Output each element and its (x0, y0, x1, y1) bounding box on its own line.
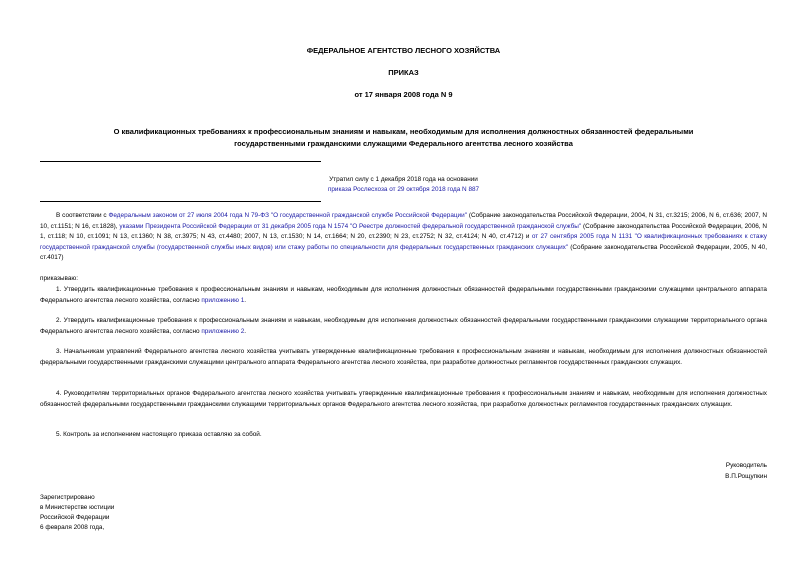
registration-line-2: в Министерстве юстиции (40, 504, 115, 511)
item-1-text: 1. Утвердить квалификационные требования к профессиональным знаниям и навыкам, необходимым для исполнения должностных обязанностей федеральными государственными гражданскими служащими центрального аппарата Федерального агентства лесного хозяйства, согласно (40, 286, 767, 304)
agency-name: ФЕДЕРАЛЬНОЕ АГЕНТСТВО ЛЕСНОГО ХОЗЯЙСТВА (306, 46, 501, 55)
item-1 (40, 285, 767, 306)
appendix-1-link[interactable]: приложению 1 (201, 296, 245, 304)
preamble-paragraph (40, 211, 767, 264)
item-1-end: . (244, 296, 247, 304)
preamble-text-2: (Собрание законодательства Российской Федерации, 2004, N 31, ст.3215; 2006, N 6, ст.636; 2007, N 10, ст.1151; N 16, ст.1828), (40, 212, 767, 230)
decree-1131-link[interactable]: от 27 сентября 2005 года N 1131 "О квалификационных требованиях к стажу государственной гражданской службы (государственной службы иных видов) или стажу работы по специальности для федеральных государственных гражданских служащих" (40, 233, 768, 251)
divider-top (40, 161, 321, 162)
item-5: 5. Контроль за исполнением настоящего приказа оставляю за собой. (56, 431, 262, 438)
item-2 (40, 316, 767, 337)
signature-role: Руководитель (725, 462, 767, 469)
registration-line-4: 6 февраля 2008 года, (40, 524, 105, 531)
document-title-line-2: государственными гражданскими служащими Федерального агентства лесного хозяйства (234, 139, 573, 148)
item-2-text: 2. Утвердить квалификационные требования к профессиональным знаниям и навыкам, необходимым для исполнения должностных обязанностей федеральными государственными гражданскими служащими территориального органа Федерального агентства лесного хозяйства, согласно (40, 317, 767, 335)
document-title-line-1: О квалификационных требованиях к профессиональным знаниям и навыкам, необходимым для исполнения должностных обязанностей федеральными (113, 127, 694, 136)
repeal-order-link[interactable]: приказа Рослесхоза от 29 октября 2018 года N 887 (327, 186, 480, 193)
registration-line-3: Российской Федерации (40, 514, 110, 521)
item-4: 4. Руководителям территориальных органов Федерального агентства лесного хозяйства учитывать утвержденные квалификационные требования к профессиональным знаниям и навыкам, необходимым для исполнения должностных обязанностей федеральными государственными гражданскими служащими территориальных органов Федерального агентства лесного хозяйства, при разработке должностных регламентов государственных гражданских служащих. (40, 390, 767, 408)
federal-law-link[interactable]: Федеральным законом от 27 июля 2004 года N 79-ФЗ "О государственной гражданской службе Российской Федерации" (108, 212, 467, 219)
preamble-text-4: (Собрание законодательства Российской Федерации, 2005, N 40, ст.4017) (40, 243, 767, 261)
appendix-2-link[interactable]: приложению 2 (201, 327, 245, 335)
registration-line-1: Зарегистрировано (40, 494, 95, 501)
signature-name: В.П.Рощупкин (725, 473, 767, 480)
preamble-text-1: В соответствии с (56, 212, 109, 219)
presidential-decree-link[interactable]: указами Президента Российской Федерации от 31 декабря 2005 года N 1574 "О Реестре должностей федеральной государственной гражданской службы" (119, 222, 582, 230)
item-2-end: . (244, 327, 247, 335)
preamble-text-3: (Собрание законодательства Российской Федерации, 2006, N 1, ст.118; N 10, ст.1091; N 13, ст.1360; N 38, ст.3975; N 43, ст.4480; 2007, N 13, ст.1530; N 14, ст.1664; N 20, ст.2390; N 23, ст.2752; N 32, ст.4124; N 40, ст.4712) и (40, 222, 767, 240)
item-3: 3. Начальникам управлений Федерального агентства лесного хозяйства учитывать утвержденные квалификационные требования к профессиональным знаниям и навыкам, необходимым для исполнения должностных обязанностей федеральными государственными гражданскими служащими центрального аппарата Федерального агентства лесного хозяйства, при разработке должностных регламентов государственных гражданских служащих. (40, 348, 767, 366)
status-note-link-line (0, 185, 807, 196)
order-word: приказываю: (40, 275, 78, 282)
document-type: ПРИКАЗ (388, 68, 419, 77)
status-note: Утратил силу с 1 декабря 2018 года на основании (329, 176, 478, 183)
document-date: от 17 января 2008 года N 9 (354, 90, 453, 99)
divider-bottom (40, 201, 321, 202)
